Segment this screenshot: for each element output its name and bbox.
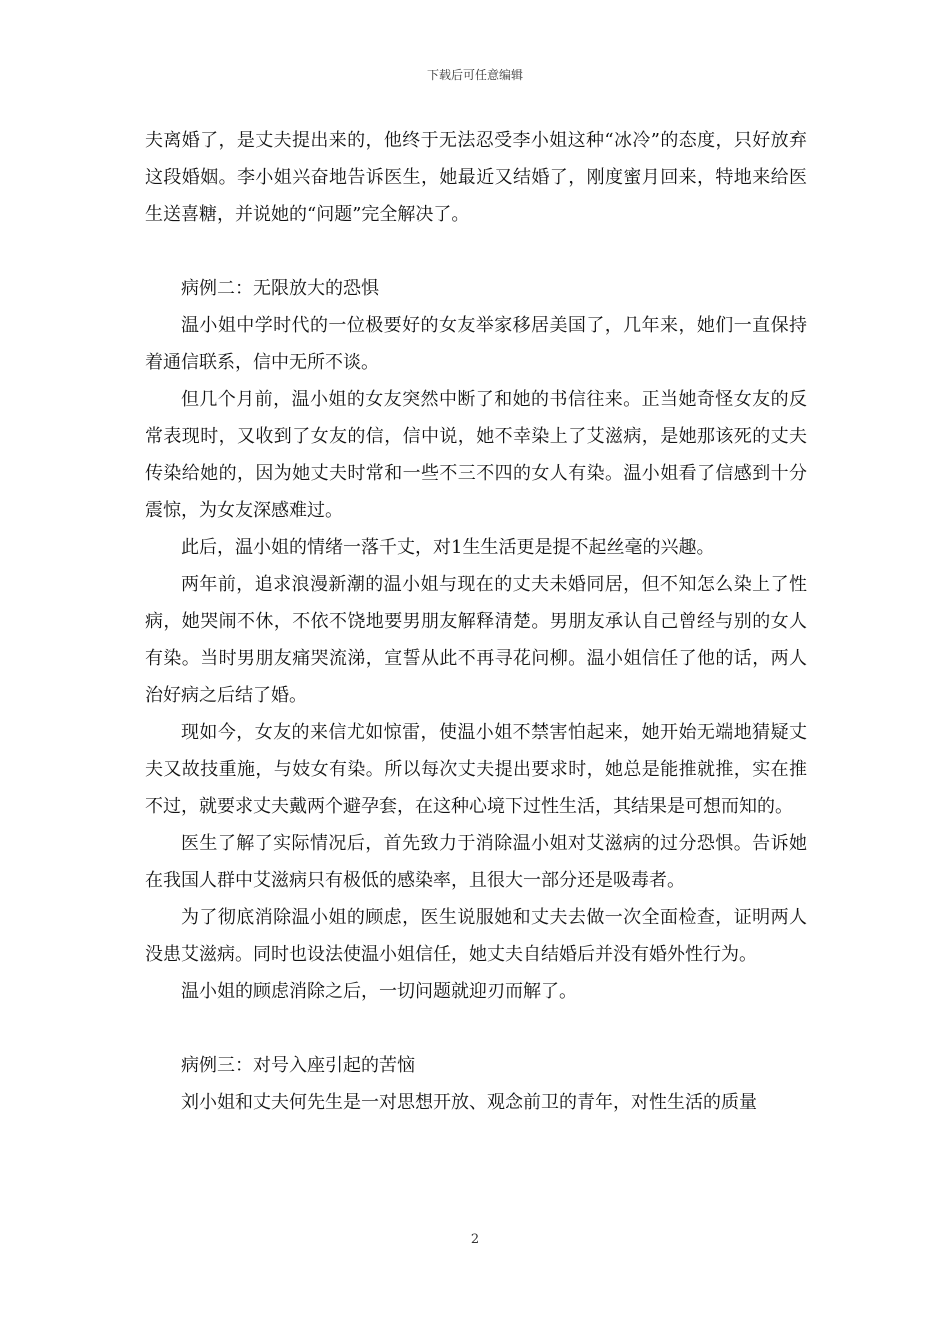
paragraph: 但几个月前，温小姐的女友突然中断了和她的书信往来。正当她奇怪女友的反常表现时，又收到了女友的信，信中说，她不幸染上了艾滋病，是她那该死的丈夫传染给她的，因为她丈夫时常和一些不三不四的女人有染。温小姐看了信感到十分震惊，为女友深感难过。	[145, 389, 807, 521]
paragraph: 医生了解了实际情况后，首先致力于消除温小姐对艾滋病的过分恐惧。告诉她在我国人群中艾滋病只有极低的感染率，且很大一部分还是吸毒者。	[145, 833, 807, 891]
paragraph: 现如今，女友的来信尤如惊雷，使温小姐不禁害怕起来，她开始无端地猜疑丈夫又故技重施，与妓女有染。所以每次丈夫提出要求时，她总是能推就推，实在推不过，就要求丈夫戴两个避孕套，在这种心境下过性生活，其结果是可想而知的。	[145, 722, 807, 817]
page-number: 2	[470, 1232, 480, 1247]
paragraph: 温小姐中学时代的一位极要好的女友举家移居美国了，几年来，她们一直保持着通信联系，信中无所不谈。	[145, 315, 807, 373]
section-heading: 病例三：对号入座引起的苦恼	[181, 1055, 415, 1076]
document-body	[145, 122, 807, 1121]
section-heading: 病例二：无限放大的恐惧	[181, 278, 379, 299]
paragraph: 此后，温小姐的情绪一落千丈，对1生生活更是提不起丝毫的兴趣。	[181, 537, 715, 558]
page-header: 下载后可任意编辑	[426, 68, 523, 82]
paragraph: 两年前，追求浪漫新潮的温小姐与现在的丈夫未婚同居，但不知怎么染上了性病，她哭闹不休，不依不饶地要男朋友解释清楚。男朋友承认自己曾经与别的女人有染。当时男朋友痛哭流涕，宣誓从此不再寻花问柳。温小姐信任了他的话，两人治好病之后结了婚。	[145, 574, 807, 706]
paragraph: 为了彻底消除温小姐的顾虑，医生说服她和丈夫去做一次全面检查，证明两人没患艾滋病。同时也设法使温小姐信任，她丈夫自结婚后并没有婚外性行为。	[145, 907, 807, 965]
paragraph: 温小姐的顾虑消除之后，一切问题就迎刃而解了。	[181, 981, 577, 1002]
paragraph: 刘小姐和丈夫何先生是一对思想开放、观念前卫的青年，对性生活的质量	[181, 1092, 757, 1113]
paragraph: 夫离婚了，是丈夫提出来的，他终于无法忍受李小姐这种“冰冷”的态度，只好放弃这段婚姻。李小姐兴奋地告诉医生，她最近又结婚了，刚度蜜月回来，特地来给医生送喜糖，并说她的“问题”完全解决了。	[145, 130, 807, 225]
